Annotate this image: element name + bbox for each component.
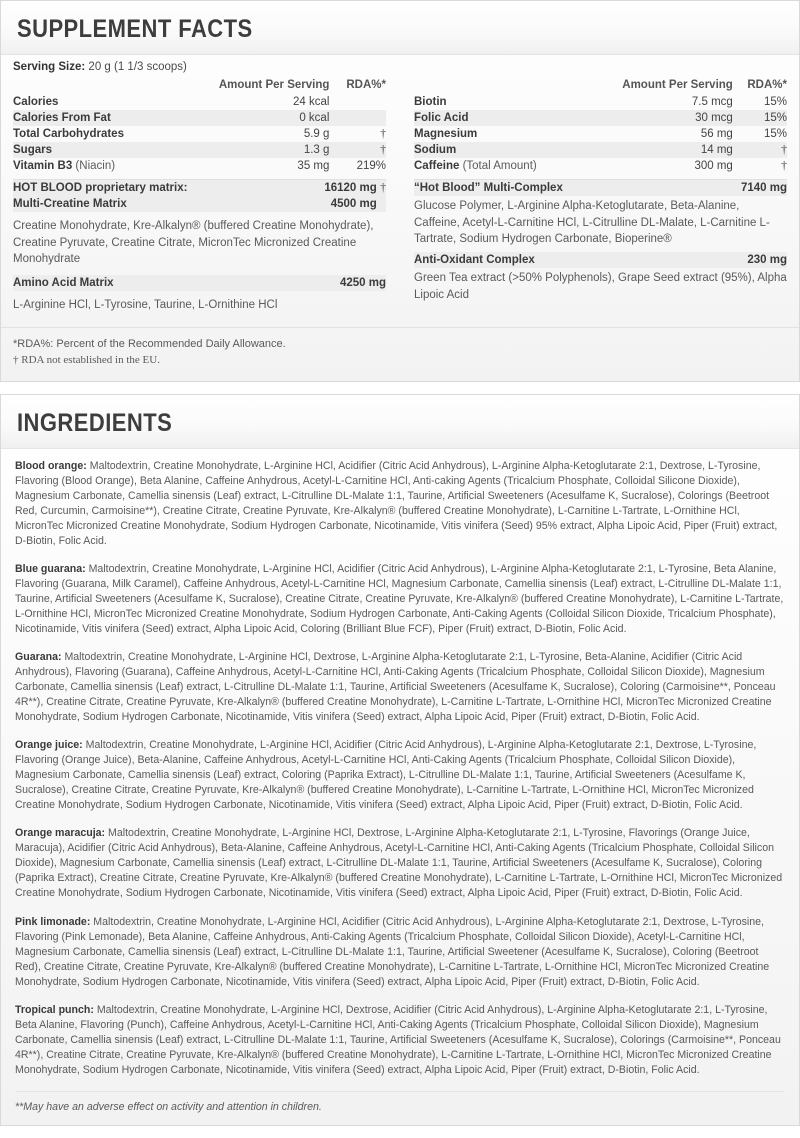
nutrient-amount: 1.3 g <box>172 142 330 158</box>
supplement-facts-footnotes <box>1 327 799 371</box>
column-header-amount: Amount Per Serving <box>172 77 330 94</box>
ingredients-footnote: **May have an adverse effect on activity and attention in children. <box>15 1091 785 1113</box>
nutrient-name: Sugars <box>13 142 172 158</box>
blend-rda: † <box>377 180 386 196</box>
nutrient-rda: 15% <box>733 126 787 142</box>
nutrition-table-left <box>13 77 386 174</box>
nutrient-rda: † <box>733 142 787 158</box>
table-row <box>13 142 386 158</box>
flavor-name: Orange maracuja: <box>15 827 105 839</box>
nutrient-amount: 35 mg <box>172 158 330 174</box>
blend-row <box>414 252 787 268</box>
table-row <box>13 94 386 110</box>
table-row <box>414 158 787 174</box>
table-row <box>13 126 386 142</box>
nutrient-amount: 300 mg <box>582 158 733 174</box>
table-row <box>13 110 386 126</box>
flavor-name: Pink limonade: <box>15 916 90 928</box>
blend-rda <box>377 196 386 212</box>
nutrient-amount: 7.5 mcg <box>582 94 733 110</box>
ingredient-paragraph <box>15 915 785 990</box>
nutrient-rda <box>329 94 386 110</box>
blend-detail: Creatine Monohydrate, Kre-Alkalyn® (buffered Creatine Monohydrate), Creatine Pyruvate, Creatine Citrate, MicronTec Micronized Creatine Monohydrate <box>13 212 386 275</box>
table-row <box>414 142 787 158</box>
ingredient-paragraph <box>15 1003 785 1078</box>
supplement-facts-panel <box>0 0 800 382</box>
nutrient-name: Calories From Fat <box>13 110 172 126</box>
flavor-ingredients: Maltodextrin, Creatine Monohydrate, L-Arginine HCl, Dextrose, L-Arginine Alpha-Ketoglutarate 2:1, L-Tyrosine, Flavorings (Orange Juice, Maracuja), Acidifier (Citric Acid Anhydrous), Beta-Alanine, Caffeine Anhydrous, Acetyl-L-Carnitine HCl, Anti-Caking Agents (Tricalcium Phosphate, Colloidal Silicon Dioxide), Magnesium Carbonate, Camellia sinensis (Leaf) extract, L-Citrulline DL-Malate 1:1, Taurine, Artificial Sweeteners (Acesulfame K, Sucralose), Coloring (Paprika Extract), Creatine Citrate, Creatine Pyruvate, Kre-Alkalyn® (buffered Creatine Monohydrate), L-Carnitine L-Tartrate, L-Ornithine HCl, MicronTec Micronized Creatine Monohydrate, Sodium Hydrogen Carbonate, Nicotinamide, Vitis vinifera (Seed) extract, Alpha Lipoic Acid, Piper (Fruit) extract, D-Biotin, Folic Acid. <box>15 827 782 899</box>
blend-detail: L-Arginine HCl, L-Tyrosine, Taurine, L-Ornithine HCl <box>13 291 386 321</box>
blend-amount: 230 mg <box>695 252 787 268</box>
blend-amount: 16120 mg <box>293 180 377 196</box>
ingredient-paragraph <box>15 650 785 725</box>
table-row <box>13 158 386 174</box>
ingredients-title: INGREDIENTS <box>17 409 691 438</box>
nutrient-rda: 219% <box>329 158 386 174</box>
supplement-facts-columns <box>1 77 799 321</box>
blend-amount: 4250 mg <box>269 275 386 291</box>
nutrient-name: Caffeine (Total Amount) <box>414 158 582 174</box>
flavor-name: Blood orange: <box>15 460 87 472</box>
flavor-ingredients: Maltodextrin, Creatine Monohydrate, L-Arginine HCl, Acidifier (Citric Acid Anhydrous), L-Arginine Alpha-Ketoglutarate 2:1, Dextrose, L-Tyrosine, Flavoring (Blood Orange), Beta Alanine, Caffeine Anhydrous, Acetyl-L-Carnitine HCl, Anti-caking Agents (Tricalcium Phosphate, Colloidal Silicone Dioxide), Magnesium Carbonate, Camellia sinensis (Leaf) extract, L-Citrulline DL-Malate 1:1, Taurine, Artificial Sweeteners (Acesulfame K, Sucralose), Colorings (Beetroot Red, Curcumin, Carmoisine**), Creatine Citrate, Creatine Pyruvate, Kre-Alkalyn® (buffered Creatine Monohydrate), L-Carnitine L-Tartrate, L-Ornithine HCl, MicronTec Micronized Creatine Monohydrate, Sodium Hydrogen Carbonate, Nicotinamide, Vitis vinifera (Seed) 95% extract, Alpha Lipoic Acid, Piper (Fruit) extract, D-Biotin, Folic Acid. <box>15 460 777 547</box>
blend-row <box>414 180 787 196</box>
blend-name: HOT BLOOD proprietary matrix: <box>13 180 293 196</box>
supplement-facts-title: SUPPLEMENT FACTS <box>17 15 691 44</box>
blend-row <box>13 275 386 291</box>
flavor-name: Blue guarana: <box>15 563 86 575</box>
column-header-name <box>13 77 172 94</box>
supplement-facts-body <box>1 54 799 381</box>
blend-name: Anti-Oxidant Complex <box>414 252 695 268</box>
nutrient-amount: 5.9 g <box>172 126 330 142</box>
flavor-ingredients: Maltodextrin, Creatine Monohydrate, L-Arginine HCl, Dextrose, L-Arginine Alpha-Ketoglutarate 2:1, L-Tyrosine, Beta-Alanine, Acidifier (Citric Acid Anhydrous), Flavoring (Guarana), Caffeine Anhydrous, Acetyl-L-Carnitine HCl, Anti-Caking Agents (Tricalcium Phosphate, Colloidal Silicon Dioxide), Magnesium Carbonate, Camellia sinensis (Leaf) extract, L-Citrulline DL-Malate 1:1, Taurine, Artificial Sweeteners (Acesulfame K, Sucralose), Coloring (Carmoisine**, Ponceau 4R**), Creatine Citrate, Creatine Pyruvate, Kre-Alkalyn® (buffered Creatine Monohydrate), L-Carnitine L-Tartrate, L-Ornithine HCl, MicronTec Micronized Creatine Monohydrate, Sodium Hydrogen Carbonate, Nicotinamide, Vitis vinifera (Seed) extract, Alpha Lipoic Acid, Piper (Fruit) extract, D-Biotin, Folic Acid. <box>15 651 776 723</box>
supplement-facts-left-column <box>1 77 400 321</box>
proprietary-blend-table-left <box>13 180 386 212</box>
nutrient-amount: 56 mg <box>582 126 733 142</box>
table-header-row <box>414 77 787 94</box>
nutrient-name: Biotin <box>414 94 582 110</box>
nutrient-rda: 15% <box>733 94 787 110</box>
footnote-rda: *RDA%: Percent of the Recommended Daily Allowance. <box>13 336 787 353</box>
nutrient-amount: 30 mcg <box>582 110 733 126</box>
nutrient-rda: 15% <box>733 110 787 126</box>
supplement-facts-right-column <box>400 77 799 321</box>
ingredient-paragraph <box>15 459 785 549</box>
table-row <box>414 94 787 110</box>
ingredients-panel <box>0 394 800 1126</box>
nutrient-amount: 0 kcal <box>172 110 330 126</box>
footnote-dagger: † RDA not established in the EU. <box>13 352 787 369</box>
proprietary-blend-table-left-2 <box>13 275 386 291</box>
ingredient-paragraph <box>15 738 785 813</box>
proprietary-blend-table-right <box>414 180 787 196</box>
column-header-name <box>414 77 582 94</box>
nutrient-name: Calories <box>13 94 172 110</box>
blend-name: “Hot Blood” Multi-Complex <box>414 180 699 196</box>
flavor-ingredients: Maltodextrin, Creatine Monohydrate, L-Arginine HCl, Dextrose, Acidifier (Citric Acid Anhydrous), L-Arginine Alpha-Ketoglutarate 2:1, L-Tyrosine, Beta Alanine, Flavoring (Punch), Caffeine Anhydrous, Acetyl-L-Carnitine HCl, Anti-Caking Agents (Tricalcium Phosphate, Colloidal Silicon Dioxide), Magnesium Carbonate, Camellia sinensis (Leaf) extract, L-Citrulline DL-Malate 1:1, Taurine, Artificial Sweeteners (Acesulfame K, Sucralose), Colorings (Carmoisine**, Ponceau 4R**), Creatine Citrate, Creatine Pyruvate, Kre-Alkalyn® (buffered Creatine Monohydrate), L-Carnitine L-Tartrate, L-Ornithine HCl, MicronTec Micronized Creatine Monohydrate, Sodium Hydrogen Carbonate, Nicotinamide, Vitis vinifera (Seed) extract, Alpha Lipoic Acid, Piper (Fruit) extract, D-Biotin, Folic Acid. <box>15 1004 781 1076</box>
serving-size-value: 20 g (1 1/3 scoops) <box>88 61 186 73</box>
nutrient-name: Vitamin B3 (Niacin) <box>13 158 172 174</box>
blend-row <box>13 196 386 212</box>
flavor-name: Guarana: <box>15 651 62 663</box>
column-header-rda: RDA%* <box>733 77 787 94</box>
blend-name: Multi-Creatine Matrix <box>13 196 293 212</box>
blend-row <box>13 180 386 196</box>
serving-size-label: Serving Size: <box>13 61 85 73</box>
nutrient-amount: 24 kcal <box>172 94 330 110</box>
blend-detail: Green Tea extract (>50% Polyphenols), Grape Seed extract (95%), Alpha Lipoic Acid <box>414 268 787 307</box>
flavor-ingredients: Maltodextrin, Creatine Monohydrate, L-Arginine HCl, Acidifier (Citric Acid Anhydrous), L-Arginine Alpha-Ketoglutarate 2:1, L-Tyrosine, Beta Alanine, Flavoring (Guarana, Milk Caramel), Caffeine Anhydrous, Acetyl-L-Carnitine HCl, Magnesium Carbonate, Camellia sinensis (Leaf) extract, L-Citrulline DL-Malate 1:1, Taurine, Artificial Sweeteners (Acesulfame K, Sucralose), Creatine Citrate, Creatine Pyruvate, Kre-Alkalyn® (buffered Creatine Monohydrate), L-Carnitine L-Tartrate, L-Ornithine HCl, MicronTec Micronized Creatine Monohydrate, Sodium Hydrogen Carbonate, Anti-Caking Agents (Colloidal Silicon Dioxide, Tricalcium Phosphate), Nicotinamide, Vitis vinifera (Seed) extract, Alpha Lipoic Acid, Coloring (Brilliant Blue FCF), Piper (Fruit) extract, D-Biotin, Folic Acid. <box>15 563 783 635</box>
nutrient-name: Sodium <box>414 142 582 158</box>
nutrient-name: Magnesium <box>414 126 582 142</box>
supplement-facts-header <box>1 1 799 54</box>
nutrition-table-right <box>414 77 787 174</box>
nutrient-rda: † <box>329 126 386 142</box>
column-header-rda: RDA%* <box>329 77 386 94</box>
flavor-ingredients: Maltodextrin, Creatine Monohydrate, L-Arginine HCl, Acidifier (Citric Acid Anhydrous), L-Arginine Alpha-Ketoglutarate 2:1, Dextrose, L-Tyrosine, Flavoring (Orange Juice), Beta-Alanine, Caffeine Anhydrous, Acetyl-L-Carnitine HCl, Anti-Caking Agents (Tricalcium Phosphate, Colloidal Silicon Dioxide), Magnesium Carbonate, Camellia sinensis (Leaf) extract, Coloring (Paprika Extract), L-Citrulline DL-Malate 1:1, Taurine, Artificial Sweeteners (Acesulfame K, Sucralose), Creatine Citrate, Creatine Pyruvate, Kre-Alkalyn® (buffered Creatine Monohydrate), L-Carnitine L-Tartrate, L-Ornithine HCl, MicronTec Micronized Creatine Monohydrate, Sodium Hydrogen Carbonate, Nicotinamide, Vitis vinifera (Seed) extract, Alpha Lipoic Acid, Piper (Fruit) extract, D-Biotin, Folic Acid. <box>15 739 756 811</box>
flavor-ingredients: Maltodextrin, Creatine Monohydrate, L-Arginine HCl, Acidifier (Citric Acid Anhydrous), L-Arginine Alpha-Ketoglutarate 2:1, Dextrose, L-Tyrosine, Flavoring (Pink Lemonade), Beta Alanine, Caffeine Anhydrous, Anti-Caking Agents (Tricalcium Phosphate, Colloidal Silicon Dioxide), Acetyl-L-Carnitine HCl, Magnesium Carbonate, Camellia sinensis (Leaf) extract, L-Citrulline DL-Malate 1:1, Taurine, Artificial Sweetener (Acesulfame K, Sucralose), Coloring (Beetroot Red), Creatine Citrate, Creatine Pyruvate, Kre-Alkalyn® (buffered Creatine Monohydrate), L-Carnitine L-Tartrate, L-Ornithine HCl, MicronTec Micronized Creatine Monohydrate, Sodium Hydrogen Carbonate, Nicotinamide, Vitis vinifera (Seed) extract, Alpha Lipoic Acid, Piper (Fruit) extract, D-Biotin, Folic Acid. <box>15 916 769 988</box>
nutrient-name: Folic Acid <box>414 110 582 126</box>
flavor-name: Tropical punch: <box>15 1004 94 1016</box>
ingredient-paragraph <box>15 826 785 901</box>
flavor-name: Orange juice: <box>15 739 83 751</box>
blend-name: Amino Acid Matrix <box>13 275 269 291</box>
table-row <box>414 110 787 126</box>
table-header-row <box>13 77 386 94</box>
nutrient-rda <box>329 110 386 126</box>
proprietary-blend-table-right-2 <box>414 252 787 268</box>
blend-amount: 7140 mg <box>699 180 787 196</box>
serving-size-row <box>1 54 799 77</box>
column-header-amount: Amount Per Serving <box>582 77 733 94</box>
table-row <box>414 126 787 142</box>
ingredient-paragraph <box>15 562 785 637</box>
blend-detail: Glucose Polymer, L-Arginine Alpha-Ketoglutarate, Beta-Alanine, Caffeine, Acetyl-L-Carnitine HCl, L-Citrulline DL-Malate, L-Carnitine L-Tartrate, Sodium Hydrogen Carbonate, Bioperine® <box>414 196 787 252</box>
ingredients-body <box>1 448 799 1125</box>
nutrient-rda: † <box>733 158 787 174</box>
nutrient-name: Total Carbohydrates <box>13 126 172 142</box>
nutrient-amount: 14 mg <box>582 142 733 158</box>
ingredients-header <box>1 395 799 448</box>
nutrient-rda: † <box>329 142 386 158</box>
blend-amount: 4500 mg <box>293 196 377 212</box>
